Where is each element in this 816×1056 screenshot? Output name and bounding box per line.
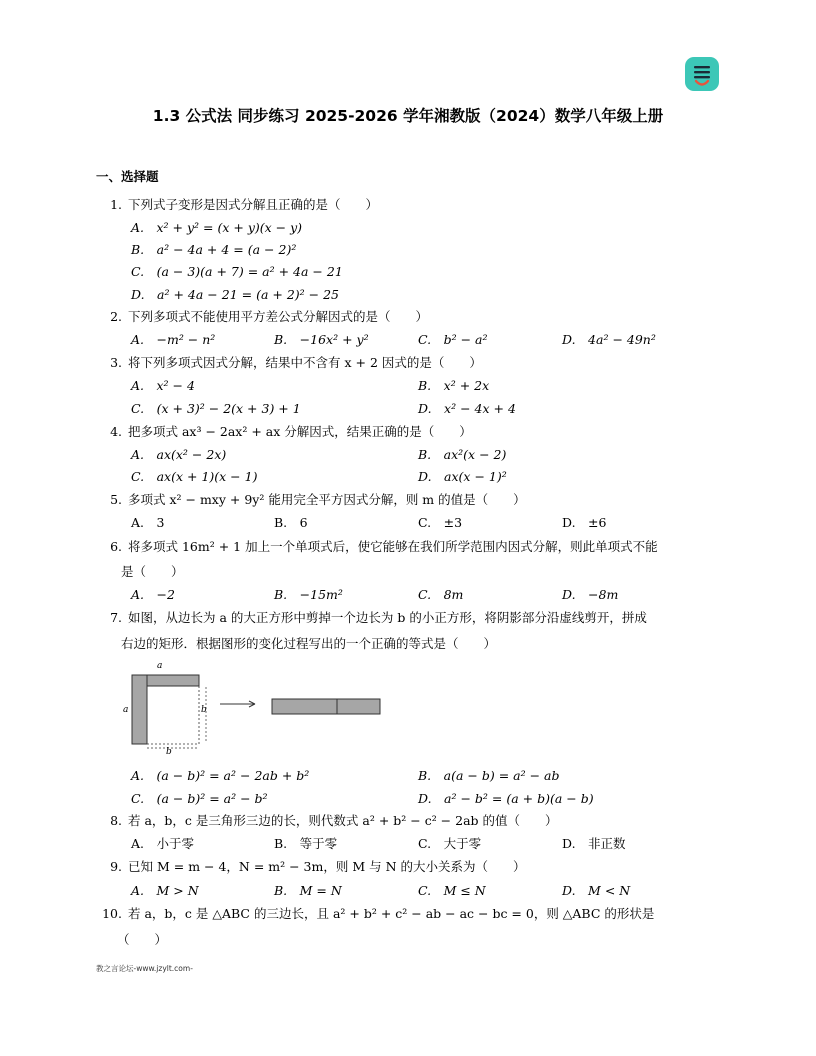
option-d[interactable]: D. ax(x − 1)² [418, 469, 507, 484]
question-stem-continued: 右边的矩形．根据图形的变化过程写出的一个正确的等式是（ ） [121, 636, 497, 651]
question-number: 1. [110, 197, 122, 212]
question-number: 3. [110, 355, 122, 370]
question-stem: 若 a，b，c 是三角形三边的长，则代数式 a² + b² − c² − 2ab 的值（ ） [128, 813, 558, 828]
label-a-top: a [157, 661, 163, 671]
option-c[interactable]: C. 8m [418, 587, 464, 602]
question-number: 4. [110, 424, 122, 439]
option-b[interactable]: B. 等于零 [274, 836, 338, 851]
option-b[interactable]: B. a² − 4a + 4 = (a − 2)² [131, 242, 297, 257]
option-c[interactable]: C. 大于零 [418, 836, 482, 851]
question-stem-continued: 是（ ） [121, 564, 184, 579]
option-b[interactable]: B. x² + 2x [418, 378, 490, 393]
option-d[interactable]: D. 4a² − 49n² [562, 332, 656, 347]
page-title: 1.3 公式法 同步练习 2025-2026 学年湘教版（2024）数学八年级上册 [152, 107, 664, 125]
option-a[interactable]: A. −2 [131, 587, 175, 602]
question-stem: 把多项式 ax³ − 2ax² + ax 分解因式，结果正确的是（ ） [128, 424, 472, 439]
question-stem: 下列式子变形是因式分解且正确的是（ ） [128, 197, 379, 212]
option-c[interactable]: C. (x + 3)² − 2(x + 3) + 1 [131, 401, 301, 416]
option-a[interactable]: A. x² + y² = (x + y)(x − y) [131, 220, 303, 235]
section-heading: 一、选择题 [96, 169, 159, 184]
option-a[interactable]: A. (a − b)² = a² − 2ab + b² [131, 768, 310, 783]
question-stem: 若 a，b，c 是 △ABC 的三边长，且 a² + b² + c² − ab − ac − bc = 0，则 △ABC 的形状是 [128, 906, 655, 921]
option-a[interactable]: A. 3 [131, 515, 165, 530]
question-number: 6. [110, 539, 122, 554]
option-c[interactable]: C. b² − a² [418, 332, 488, 347]
question-number: 8. [110, 813, 122, 828]
question-number: 5. [110, 492, 122, 507]
question-stem-continued: （ ） [117, 932, 168, 947]
question-stem: 将下列多项式因式分解，结果中不含有 x + 2 因式的是（ ） [128, 355, 482, 370]
option-d[interactable]: D. x² − 4x + 4 [418, 401, 516, 416]
question-number: 2. [110, 309, 122, 324]
option-d[interactable]: D. M < N [562, 883, 631, 898]
option-c[interactable]: C. (a − b)² = a² − b² [131, 791, 268, 806]
option-d[interactable]: D. a² + 4a − 21 = (a + 2)² − 25 [131, 287, 340, 302]
option-b[interactable]: B. M = N [274, 883, 342, 898]
question-number: 9. [110, 859, 122, 874]
question-stem: 如图，从边长为 a 的大正方形中剪掉一个边长为 b 的小正方形，将阴影部分沿虚线剪开，拼成 [128, 610, 647, 625]
question-number: 7. [110, 610, 122, 625]
option-d[interactable]: D. 非正数 [562, 836, 626, 851]
option-b[interactable]: B. 6 [274, 515, 308, 530]
option-b[interactable]: B. ax²(x − 2) [418, 447, 507, 462]
option-b[interactable]: B. −15m² [274, 587, 343, 602]
square-to-rectangle-figure [118, 657, 388, 757]
label-b-bottom: b [166, 747, 172, 757]
option-a[interactable]: A. x² − 4 [131, 378, 195, 393]
option-c[interactable]: C. ±3 [418, 515, 463, 530]
option-b[interactable]: B. −16x² + y² [274, 332, 369, 347]
option-d[interactable]: D. −8m [562, 587, 619, 602]
option-c[interactable]: C. M ≤ N [418, 883, 486, 898]
option-a[interactable]: A. 小于零 [131, 836, 195, 851]
option-c[interactable]: C. (a − 3)(a + 7) = a² + 4a − 21 [131, 264, 343, 279]
option-a[interactable]: A. ax(x² − 2x) [131, 447, 227, 462]
option-d[interactable]: D. ±6 [562, 515, 607, 530]
option-b[interactable]: B. a(a − b) = a² − ab [418, 768, 560, 783]
page-footer: 教之言论坛-www.jzylt.com- [96, 964, 193, 973]
question-stem: 将多项式 16m² + 1 加上一个单项式后，使它能够在我们所学范围内因式分解，则此单项式不能 [128, 539, 658, 554]
question-stem: 下列多项式不能使用平方差公式分解因式的是（ ） [128, 309, 429, 324]
option-c[interactable]: C. ax(x + 1)(x − 1) [131, 469, 258, 484]
option-d[interactable]: D. a² − b² = (a + b)(a − b) [418, 791, 594, 806]
option-a[interactable]: A. −m² − n² [131, 332, 216, 347]
label-a-left: a [123, 705, 129, 715]
question-stem: 已知 M = m − 4，N = m² − 3m，则 M 与 N 的大小关系为（ ） [128, 859, 526, 874]
option-a[interactable]: A. M > N [131, 883, 199, 898]
label-b-right: b [201, 705, 207, 715]
site-logo-icon [685, 57, 719, 91]
question-stem: 多项式 x² − mxy + 9y² 能用完全平方因式分解，则 m 的值是（ ） [128, 492, 526, 507]
question-number: 10. [102, 906, 122, 921]
